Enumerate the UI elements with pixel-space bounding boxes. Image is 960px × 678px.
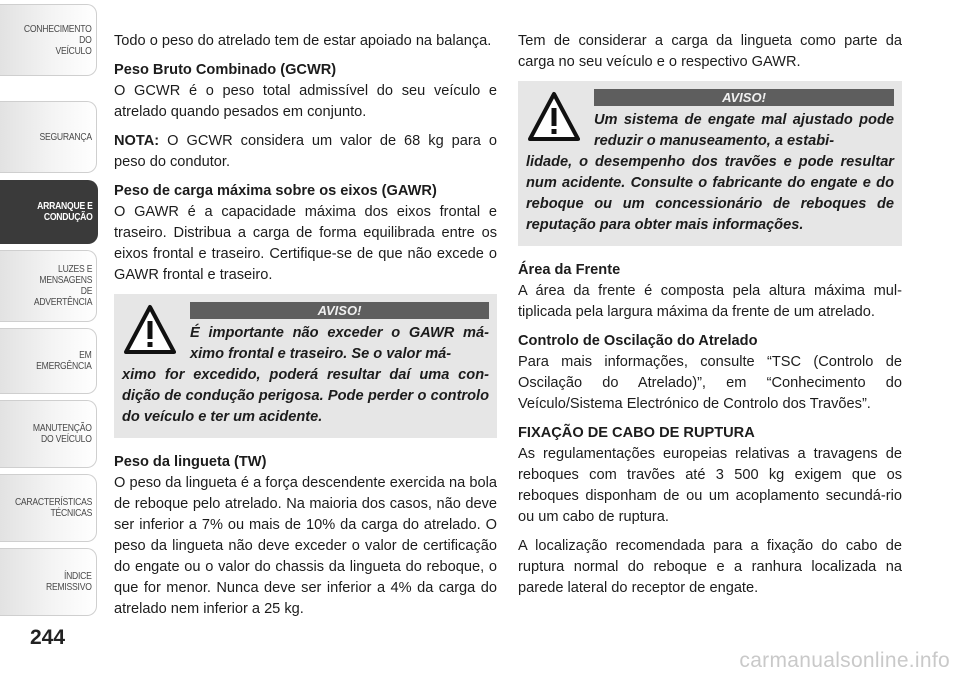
front-area-heading: Área da Frente [518, 262, 621, 278]
intro-paragraph: Todo o peso do atrelado tem de estar apoiado na balança. [114, 33, 492, 49]
tab-arranque-e-conducao[interactable]: ARRANQUE E CONDUÇÃO [0, 180, 98, 244]
tw-heading: Peso da lingueta (TW) [114, 454, 267, 470]
tab-conhecimento-do-veiculo[interactable]: CONHECIMENTO DO VEÍCULO [0, 4, 97, 76]
warning-title: AVISO! [594, 89, 894, 106]
warning-text-head: Um sistema de engate mal ajustado pode reduzir o manuseamento, a estabi- [594, 112, 894, 149]
tab-seguranca[interactable]: SEGURANÇA [0, 101, 97, 173]
tab-caracteristicas-tecnicas[interactable]: CARACTERÍSTICAS TÉCNICAS [0, 474, 97, 542]
gcwr-heading: Peso Bruto Combinado (GCWR) [114, 62, 337, 78]
watermark: carmanualsonline.info [739, 649, 950, 672]
sway-control-heading: Controlo de Oscilação do Atrelado [518, 333, 758, 349]
gcwr-paragraph: O GCWR é o peso total admissível do seu veículo e atrelado quando pesados em conjunto. [114, 83, 497, 120]
breakaway-cable-location-paragraph: A localização recomendada para a fixação do cabo de ruptura normal do reboque e a ranhura localizada na parede lateral do receptor de engate. [518, 538, 902, 596]
gawr-heading: Peso de carga máxima sobre os eixos (GAWR) [114, 183, 437, 199]
tab-luzes-e-mensagens[interactable]: LUZES E MENSAGENS DE ADVERTÊNCIA [0, 250, 97, 322]
page-number: 244 [30, 626, 66, 649]
warning-title: AVISO! [190, 302, 489, 319]
warning-text-body: ximo for excedido, poderá resultar daí uma con-dição de condução perigosa. Pode perder o controlo do veículo e ter um acidente. [122, 367, 489, 425]
warning-box-gawr [114, 294, 497, 438]
sway-control-paragraph: Para mais informações, consulte “TSC (Controlo de Oscilação do Atrelado)”, em “Conhecimento do Veículo/Sistema Electrónico de Controlo dos Travões”. [518, 354, 902, 412]
note-label: NOTA: [114, 133, 160, 149]
tw-paragraph: O peso da lingueta é a força descendente exercida na bola de reboque pelo atrelado. Na maioria dos casos, não deve ser inferior a 7% ou mais de 10% da carga do atrelado. O peso da lingueta não deve exceder o valor de certificação do engate ou o valor do chassis da lingueta do reboque, o que for menor. Nunca deve ser inferior a 4% da carga do atrelado nem inferior a 25 kg. [114, 475, 497, 617]
warning-text-head: É importante não exceder o GAWR má-ximo frontal e traseiro. Se o valor má- [190, 325, 489, 362]
tab-em-emergencia[interactable]: EM EMERGÊNCIA [0, 328, 97, 394]
tab-indice-remissivo[interactable]: ÍNDICE REMISSIVO [0, 548, 97, 616]
breakaway-cable-heading: FIXAÇÃO DE CABO DE RUPTURA [518, 425, 755, 441]
breakaway-cable-paragraph: As regulamentações europeias relativas a travagens de reboques com travões até 3 500 kg exigem que os reboques disponham de ou um acoplamento secundá-rio ou um cabo de ruptura. [518, 446, 902, 525]
warning-box-hitch [518, 81, 902, 246]
warning-text-body: lidade, o desempenho dos travões e pode resultar num acidente. Consulte o fabricante do engate e do reboque ou um concessionário de reboques de reputação para obter mais informações. [526, 154, 894, 233]
note-paragraph [114, 131, 497, 173]
note-text: O GCWR considera um valor de 68 kg para o peso do condutor. [114, 133, 497, 170]
front-area-paragraph: A área da frente é composta pela altura máxima mul-tiplicada pela largura máxima da frente de um atrelado. [518, 283, 902, 320]
warning-triangle-icon [124, 304, 176, 356]
gawr-paragraph: O GAWR é a capacidade máxima dos eixos frontal e traseiro. Distribua a carga de forma equilibrada entre os eixos frontal e traseiro. Certifique-se de que não excede o GAWR frontal e traseiro. [114, 204, 497, 283]
left-column [114, 31, 497, 628]
warning-triangle-icon [528, 91, 580, 143]
right-column [518, 31, 902, 607]
tab-manutencao-do-veiculo[interactable]: MANUTENÇÃO DO VEÍCULO [0, 400, 97, 468]
tongue-load-paragraph: Tem de considerar a carga da lingueta como parte da carga no seu veículo e o respectivo GAWR. [518, 33, 902, 70]
